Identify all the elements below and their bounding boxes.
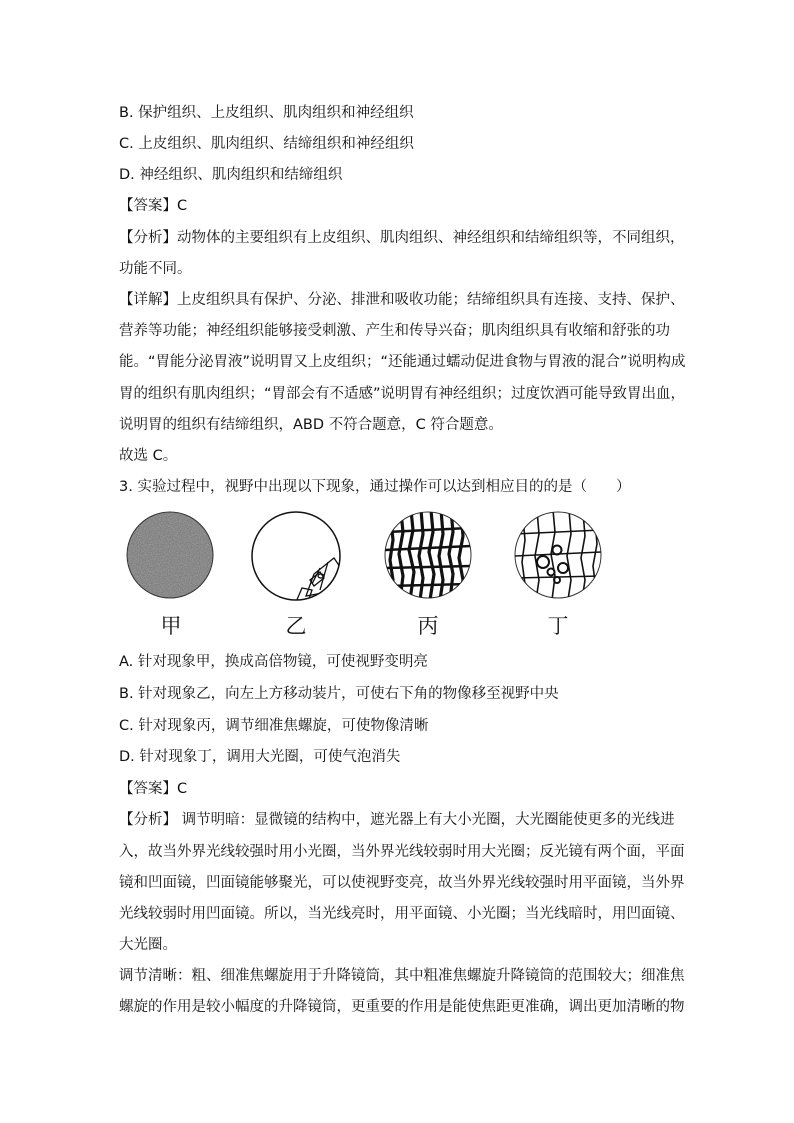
option-d-q3: D. 针对现象丁，调用大光圈，可使气泡消失 xyxy=(119,749,401,765)
analysis-q3-line5: 大光圈。 xyxy=(119,937,177,953)
detail-q2-line5: 说明胃的组织有结缔组织，ABD 不符合题意，C 符合题意。 xyxy=(119,417,503,433)
detail-q2-line3: 能。“胃能分泌胃液”说明胃又上皮组织；“还能通过蠕动促进食物与胃液的混合”说明构成 xyxy=(119,354,686,370)
figure-label-yi: 乙 xyxy=(285,614,307,638)
option-c-q3: C. 针对现象丙，调节细准焦螺旋，可使物像清晰 xyxy=(119,718,429,734)
conclusion-q2: 故选 C。 xyxy=(119,448,178,464)
option-a-q3: A. 针对现象甲，换成高倍物镜，可使视野变明亮 xyxy=(119,654,428,670)
analysis-q3-line2: 入，故当外界光线较强时用小光圈，当外界光线较弱时用大光圈；反光镜有两个面，平面 xyxy=(119,844,685,860)
figure-view-yi xyxy=(250,510,342,602)
figure-label-ding: 丁 xyxy=(547,614,569,638)
option-b-q3: B. 针对现象乙，向左上方移动装片，可使右下角的物像移至视野中央 xyxy=(119,686,559,702)
focus-q3-line1: 调节清晰：粗、细准焦螺旋用于升降镜筒，其中粗准焦螺旋升降镜筒的范围较大；细准焦 xyxy=(119,968,685,984)
analysis-q3-line3: 镜和凹面镜，凹面镜能够聚光，可以使视野变亮，故当外界光线较强时用平面镜，当外界 xyxy=(119,875,685,891)
option-c-q2: C. 上皮组织、肌肉组织、结缔组织和神经组织 xyxy=(119,136,414,152)
figure-label-jia: 甲 xyxy=(160,614,182,638)
detail-q2-line4: 胃的组织有肌肉组织；“胃部会有不适感”说明胃有神经组织；过度饮酒可能导致胃出血， xyxy=(119,386,686,402)
analysis-q3-line1: 【分析】 调节明暗：显微镜的结构中，遮光器上有大小光圈，大光圈能使更多的光线进 xyxy=(119,812,675,828)
option-b-q2: B. 保护组织、上皮组织、肌肉组织和神经组织 xyxy=(119,105,414,121)
answer-q3: 【答案】C xyxy=(119,781,188,797)
detail-q2-line1: 【详解】上皮组织具有保护、分泌、排泄和吸收功能；结缔组织具有连接、支持、保护、 xyxy=(119,292,685,308)
answer-q2: 【答案】C xyxy=(119,198,188,214)
figure-view-bing xyxy=(383,510,473,600)
figure-view-jia xyxy=(125,510,215,600)
analysis-q3-line4: 光线较弱时用凹面镜。所以，当光线亮时，用平面镜、小光圈；当光线暗时，用凹面镜、 xyxy=(119,906,685,922)
option-d-q2: D. 神经组织、肌肉组织和结缔组织 xyxy=(119,167,343,183)
figure-label-bing: 丙 xyxy=(417,614,439,638)
focus-q3-line2: 螺旋的作用是较小幅度的升降镜筒，更重要的作用是能使焦距更准确，调出更加清晰的物 xyxy=(119,999,685,1015)
analysis-q2-line2: 功能不同。 xyxy=(119,261,192,277)
analysis-q2-line1: 【分析】动物体的主要组织有上皮组织、肌肉组织、神经组织和结缔组织等，不同组织， xyxy=(119,230,685,246)
question-3: 3. 实验过程中，视野中出现以下现象，通过操作可以达到相应目的的是（ ） xyxy=(119,479,631,495)
detail-q2-line2: 营养等功能；神经组织能够接受刺激、产生和传导兴奋；肌肉组织具有收缩和舒张的功 xyxy=(119,323,670,339)
figure-view-ding xyxy=(513,510,603,600)
